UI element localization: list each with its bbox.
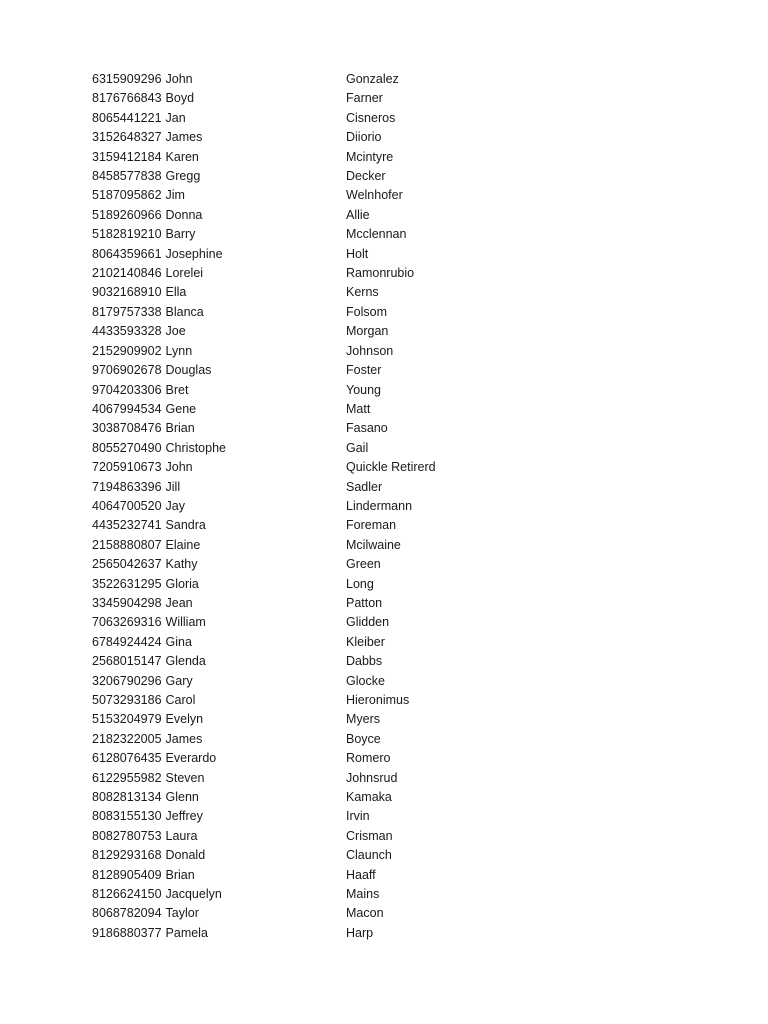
phone-number: 7205910673 [92,460,162,475]
phone-number: 8065441221 [92,110,162,125]
phone-number: 8128905409 [92,867,162,882]
first-name: Lynn [165,343,193,358]
list-item [92,846,512,865]
list-item [92,89,512,108]
first-name: Christophe [165,440,226,455]
list-item [92,342,512,361]
phone-number: 3206790296 [92,673,162,688]
phone-number: 8126624150 [92,887,162,902]
list-item [92,245,512,264]
list-item [92,652,512,671]
first-name: Gregg [165,169,201,184]
first-name: Carol [165,693,196,707]
last-name: Allie [346,207,370,222]
last-name: Mcintyre [346,149,394,164]
phone-number: 4433593328 [92,324,162,339]
last-name: Hieronimus [346,693,410,707]
last-name: Romero [346,751,391,766]
first-name: Blanca [165,304,204,319]
list-item [92,70,512,89]
list-item [92,924,512,943]
first-name: Evelyn [165,712,204,727]
phone-number: 8082780753 [92,828,162,843]
list-item [92,303,512,322]
phone-number: 3038708476 [92,421,162,436]
list-item [92,904,512,923]
first-name: Gary [165,673,193,688]
first-name: John [165,460,193,475]
first-name: Jill [165,479,181,494]
first-name: Brian [165,421,195,436]
phone-number: 4064700520 [92,498,162,513]
last-name: Kerns [346,285,379,300]
last-name: Gonzalez [346,72,399,86]
first-name: Joe [165,324,186,339]
phone-number: 9186880377 [92,925,162,940]
first-name: Donna [165,207,203,222]
list-item [92,381,512,400]
first-name: Jim [165,188,185,203]
first-name: Bret [165,382,189,397]
last-name: Sadler [346,479,383,494]
first-name: Jacquelyn [165,887,222,902]
phone-number: 4067994534 [92,401,162,416]
first-name: Jean [165,595,193,610]
last-name: Patton [346,595,383,610]
last-name: Irvin [346,809,370,824]
list-item [92,419,512,438]
phone-number: 2568015147 [92,654,162,669]
list-item [92,769,512,788]
last-name: Green [346,557,381,572]
first-name: Lorelei [165,266,204,281]
first-name: Boyd [165,91,195,106]
list-item [92,109,512,128]
last-name: Farner [346,91,383,106]
list-item [92,672,512,691]
last-name: Glidden [346,615,390,630]
first-name: Laura [165,828,198,843]
phone-number: 6128076435 [92,751,162,766]
phone-number: 4435232741 [92,518,162,533]
list-item [92,575,512,594]
last-name: Kleiber [346,634,385,649]
phone-number: 2158880807 [92,537,162,552]
phone-number: 5187095862 [92,188,162,203]
list-item [92,788,512,807]
phone-number: 6122955982 [92,770,162,785]
phone-number: 9706902678 [92,363,162,378]
first-name: Gina [165,634,192,649]
list-item [92,516,512,535]
last-name: Glocke [346,673,385,688]
phone-number: 3522631295 [92,576,162,591]
first-name: Pamela [165,925,208,940]
phone-number: 5153204979 [92,712,162,727]
phone-number: 2565042637 [92,557,162,572]
last-name: Folsom [346,304,387,319]
list-item [92,594,512,613]
first-name: Steven [165,770,205,785]
first-name: Donald [165,848,206,863]
list-item [92,167,512,186]
phone-number: 3345904298 [92,595,162,610]
last-name: Johnsrud [346,770,398,785]
last-name: Myers [346,712,381,727]
last-name: Johnson [346,343,394,358]
first-name: Douglas [165,363,212,378]
last-name: Quickle Retirerd [346,460,436,475]
last-name: Haaff [346,867,376,882]
list-item [92,322,512,341]
list-item [92,264,512,283]
first-name: Kathy [165,557,198,572]
phone-number: 2102140846 [92,266,162,281]
phone-number: 8082813134 [92,790,162,805]
phone-number: 3152648327 [92,130,162,145]
last-name: Gail [346,440,369,455]
last-name: Mains [346,887,380,902]
last-name: Matt [346,401,371,416]
first-name: Karen [165,149,199,164]
list-item [92,283,512,302]
phone-number: 8064359661 [92,246,162,261]
first-name: Taylor [165,906,199,921]
phone-number: 7063269316 [92,615,162,630]
list-item [92,827,512,846]
phone-number: 8129293168 [92,848,162,863]
first-name: Glenda [165,654,206,669]
list-item [92,148,512,167]
phone-number: 8176766843 [92,91,162,106]
first-name: Gene [165,401,197,416]
first-name: Sandra [165,518,206,533]
first-name: Brian [165,867,195,882]
phone-number: 5073293186 [92,693,162,707]
list-item [92,186,512,205]
last-name: Lindermann [346,498,413,513]
first-name: Glenn [165,790,199,805]
list-item [92,400,512,419]
contact-list [92,70,512,943]
last-name: Long [346,576,374,591]
last-name: Young [346,382,381,397]
phone-number: 8179757338 [92,304,162,319]
last-name: Foster [346,363,382,378]
list-item [92,478,512,497]
phone-number: 8083155130 [92,809,162,824]
list-item [92,749,512,768]
last-name: Harp [346,925,374,940]
list-item [92,497,512,516]
list-item [92,730,512,749]
first-name: Barry [165,227,196,242]
last-name: Crisman [346,828,393,843]
last-name: Diiorio [346,130,382,145]
first-name: Everardo [165,751,217,766]
last-name: Holt [346,246,369,261]
phone-number: 5189260966 [92,207,162,222]
list-item [92,128,512,147]
phone-number: 5182819210 [92,227,162,242]
list-item [92,361,512,380]
last-name: Claunch [346,848,392,863]
list-item [92,613,512,632]
last-name: Mcilwaine [346,537,401,552]
list-item [92,536,512,555]
list-item [92,555,512,574]
list-item [92,225,512,244]
last-name: Kamaka [346,790,392,805]
last-name: Morgan [346,324,389,339]
phone-number: 2182322005 [92,731,162,746]
first-name: James [165,731,203,746]
list-item [92,866,512,885]
list-item [92,633,512,652]
last-name: Macon [346,906,384,921]
last-name: Ramonrubio [346,266,415,281]
first-name: Jan [165,110,186,125]
last-name: Decker [346,169,386,184]
phone-number: 2152909902 [92,343,162,358]
first-name: Elaine [165,537,201,552]
phone-number: 8458577838 [92,169,162,184]
first-name: Jeffrey [165,809,203,824]
list-item [92,885,512,904]
list-item [92,710,512,729]
phone-number: 9032168910 [92,285,162,300]
list-item [92,691,512,710]
last-name: Boyce [346,731,381,746]
first-name: James [165,130,203,145]
first-name: Gloria [165,576,199,591]
first-name: Jay [165,498,185,513]
last-name: Cisneros [346,110,396,125]
last-name: Mcclennan [346,227,407,242]
last-name: Fasano [346,421,388,436]
first-name: William [165,615,206,630]
phone-number: 9704203306 [92,382,162,397]
first-name: Ella [165,285,187,300]
phone-number: 7194863396 [92,479,162,494]
list-item [92,206,512,225]
last-name: Welnhofer [346,188,403,203]
first-name: John [165,72,193,86]
phone-number: 3159412184 [92,149,162,164]
last-name: Foreman [346,518,397,533]
phone-number: 8055270490 [92,440,162,455]
phone-number: 6784924424 [92,634,162,649]
list-item [92,458,512,477]
last-name: Dabbs [346,654,383,669]
phone-number: 8068782094 [92,906,162,921]
list-item [92,439,512,458]
phone-number: 6315909296 [92,72,162,86]
first-name: Josephine [165,246,223,261]
list-item [92,807,512,826]
